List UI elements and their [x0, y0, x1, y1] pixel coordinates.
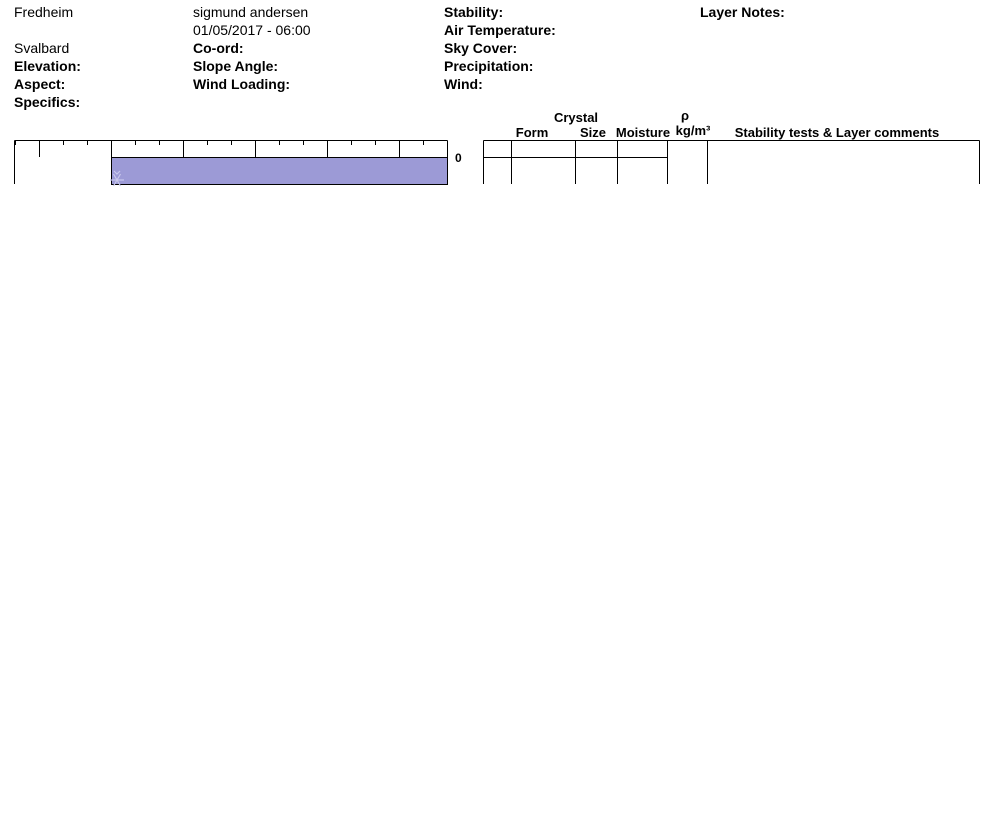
hardness-scale-ticks [16, 141, 424, 158]
wind-loading-label: Wind Loading: [193, 76, 291, 92]
comments-header: Stability tests & Layer comments [734, 125, 940, 140]
location-name: Fredheim [14, 4, 74, 20]
density-unit-header: kg/m³ [675, 123, 711, 138]
form-header: Form [515, 125, 549, 140]
layer-notes-label: Layer Notes: [700, 4, 785, 20]
moisture-header: Moisture [615, 125, 671, 140]
depth-zero-label: 0 [455, 151, 462, 165]
wind-label: Wind: [444, 76, 483, 92]
aspect-label: Aspect: [14, 76, 66, 92]
density-rho-header: ρ [680, 108, 690, 123]
size-header: Size [579, 125, 606, 140]
sky-cover-label: Sky Cover: [444, 40, 518, 56]
slope-angle-label: Slope Angle: [193, 58, 279, 74]
crystal-header: Crystal [553, 110, 599, 125]
precipitation-label: Precipitation: [444, 58, 534, 74]
stability-label: Stability: [444, 4, 504, 20]
air-temperature-label: Air Temperature: [444, 22, 556, 38]
coord-label: Co-ord: [193, 40, 244, 56]
layer-table-grid [484, 141, 980, 185]
observation-datetime: 01/05/2017 - 06:00 [193, 22, 311, 38]
region-name: Svalbard [14, 40, 70, 56]
elevation-label: Elevation: [14, 58, 81, 74]
specifics-label: Specifics: [14, 94, 81, 110]
hardness-layer-bar [112, 158, 448, 185]
observer-name: sigmund andersen [193, 4, 309, 20]
